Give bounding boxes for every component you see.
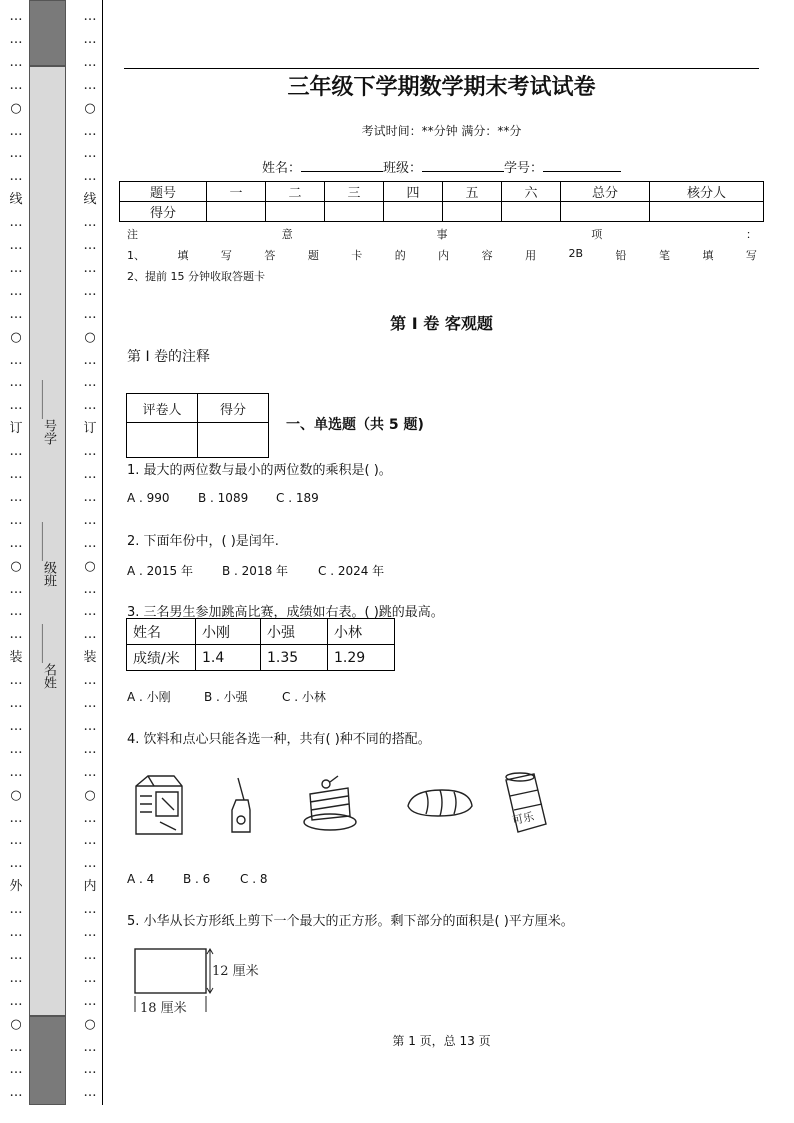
binding-band-bottom <box>29 1016 66 1105</box>
binding-mark: … <box>83 1085 97 1101</box>
question-4: 4. 饮料和点心只能各选一种，共有( )种不同的搭配。 <box>127 732 431 747</box>
binding-mark: … <box>83 604 97 620</box>
binding-mark: … <box>83 123 97 139</box>
jump-cell: 小林 <box>328 619 395 645</box>
q3-option-c[interactable]: C . 小林 <box>282 690 326 704</box>
notes-char: 事 <box>436 228 448 241</box>
notes-char: 填 <box>702 249 714 262</box>
binding-mark: 装 <box>9 650 23 666</box>
binding-mark: … <box>83 673 97 689</box>
notes-char: 内 <box>438 249 450 262</box>
notes-char: 1、 <box>127 249 145 262</box>
binding-mark: … <box>9 375 23 391</box>
binding-mark: ○ <box>84 1016 96 1032</box>
q2-option-b[interactable]: B . 2018 年 <box>222 564 289 578</box>
binding-mark: … <box>9 146 23 162</box>
notes-char: 用 <box>525 249 537 262</box>
binding-mark: … <box>83 535 97 551</box>
binding-mark: ○ <box>10 558 22 574</box>
binding-mark: … <box>9 1085 23 1101</box>
binding-mark: … <box>9 993 23 1009</box>
score-input-cell[interactable] <box>207 202 266 222</box>
notes-line-2 <box>127 247 757 263</box>
binding-mark: … <box>9 238 23 253</box>
question-1: 1. 最大的两位数与最小的两位数的乘积是( )。 <box>127 463 392 478</box>
width-label: 18 厘米 <box>140 1001 187 1016</box>
binding-mark: 内 <box>83 879 97 895</box>
food-illustrations <box>126 766 566 842</box>
score-cell: 六 <box>502 182 561 202</box>
binding-mark: … <box>9 260 23 276</box>
notes-char: 题 <box>307 249 319 262</box>
binding-mark: … <box>83 718 97 734</box>
binding-mark: … <box>9 741 23 757</box>
binding-mark: ○ <box>84 100 96 116</box>
binding-mark: … <box>9 810 23 826</box>
binding-mark: … <box>83 77 97 93</box>
score-cell: 四 <box>384 182 443 202</box>
score-input-cell[interactable] <box>325 202 384 222</box>
notes-char: 意 <box>281 228 293 241</box>
yogurt-bottle-icon <box>232 778 250 832</box>
binding-mark: … <box>9 718 23 734</box>
score-cell: 核分人 <box>650 182 764 202</box>
notes-char: 项 <box>591 228 603 241</box>
notes-char: 卡 <box>351 249 363 262</box>
binding-mark: … <box>9 581 23 597</box>
high-jump-table <box>126 618 395 671</box>
grader-cell[interactable] <box>198 423 269 458</box>
cola-label: 可乐 <box>511 810 536 828</box>
notes-line-1 <box>127 226 757 242</box>
name-label: 姓名： <box>261 161 301 176</box>
notes-char: 铅 <box>615 249 627 262</box>
binding-mark: … <box>9 444 23 460</box>
score-cell: 三 <box>325 182 384 202</box>
notes-char: 笔 <box>658 249 670 262</box>
binding-mark: … <box>83 925 97 940</box>
jump-cell: 姓名 <box>127 619 196 645</box>
binding-mark: … <box>9 489 23 505</box>
binding-mark: … <box>83 902 97 918</box>
binding-mark: … <box>9 535 23 551</box>
q4-option-b[interactable]: B . 6 <box>183 872 211 886</box>
binding-mark: ○ <box>84 558 96 574</box>
grader-header: 评卷人 <box>127 394 198 423</box>
binding-mark: … <box>83 764 97 780</box>
q3-option-b[interactable]: B . 小强 <box>204 690 248 704</box>
binding-mark: … <box>83 810 97 826</box>
binding-mark: … <box>9 604 23 620</box>
question-3: 3. 三名男生参加跳高比赛，成绩如右表。( )跳的最高。 <box>127 605 444 620</box>
binding-mark: … <box>9 696 23 711</box>
binding-mark: 外 <box>9 879 23 895</box>
name-blank[interactable] <box>301 159 383 172</box>
binding-mark: … <box>83 169 97 185</box>
cake-icon <box>304 776 356 830</box>
binding-mark: … <box>83 696 97 711</box>
binding-mark: … <box>9 947 23 963</box>
jump-cell: 1.4 <box>196 645 261 671</box>
binding-mark: … <box>83 398 97 414</box>
binding-mark: … <box>9 398 23 414</box>
notes-char: 答 <box>264 249 276 262</box>
binding-mark: … <box>83 489 97 505</box>
binding-mark: ○ <box>84 787 96 803</box>
score-cell: 二 <box>266 182 325 202</box>
q1-option-b[interactable]: B . 1089 <box>198 491 249 505</box>
student-info-line <box>124 157 759 176</box>
q1-option-c[interactable]: C . 189 <box>276 491 319 505</box>
id-blank[interactable] <box>543 159 621 172</box>
binding-mark: 装 <box>83 650 97 666</box>
q2-option-c[interactable]: C . 2024 年 <box>318 564 385 578</box>
bread-icon <box>408 790 472 816</box>
student-name-field: ______名姓 <box>41 624 56 689</box>
score-input-cell[interactable] <box>384 202 443 222</box>
jump-cell: 小刚 <box>196 619 261 645</box>
binding-mark: ○ <box>10 329 22 345</box>
binding-mark: … <box>9 1039 23 1055</box>
score-input-cell[interactable] <box>443 202 502 222</box>
binding-mark: … <box>9 902 23 918</box>
binding-mark: … <box>9 215 23 231</box>
jump-cell: 小强 <box>261 619 328 645</box>
binding-mark: … <box>83 833 97 849</box>
jump-cell: 成绩/米 <box>127 645 196 671</box>
part-title: 第 Ⅰ 卷 客观题 <box>390 314 493 333</box>
binding-mark: … <box>9 306 23 322</box>
notes-char: 写 <box>220 249 232 262</box>
binding-mark: … <box>9 856 23 872</box>
page-footer: 第 1 页，总 13 页 <box>392 1034 491 1048</box>
binding-mark: … <box>9 54 23 70</box>
binding-mark: … <box>83 54 97 70</box>
binding-mark: … <box>83 512 97 528</box>
binding-mark: … <box>83 993 97 1009</box>
grader-table <box>126 393 269 458</box>
binding-mark: … <box>9 673 23 689</box>
binding-mark: … <box>9 123 23 139</box>
student-id-field: ______号学 <box>41 380 56 445</box>
binding-mark: … <box>83 260 97 276</box>
binding-mark: … <box>83 444 97 460</box>
binding-mark: 订 <box>9 421 23 437</box>
binding-mark: … <box>83 9 97 24</box>
score-input-cell[interactable] <box>561 202 650 222</box>
score-input-cell[interactable] <box>266 202 325 222</box>
q3-option-a[interactable]: A . 小刚 <box>127 690 171 704</box>
score-cell: 五 <box>443 182 502 202</box>
binding-mark: … <box>83 856 97 872</box>
binding-mark: 线 <box>83 192 97 208</box>
part-note: 第 Ⅰ 卷的注释 <box>127 349 211 365</box>
score-table-score-row <box>120 202 764 222</box>
binding-mark: … <box>83 1062 97 1078</box>
binding-mark: … <box>9 352 23 368</box>
section-heading: 一、单选题（共 5 题) <box>286 417 424 433</box>
q4-option-a[interactable]: A . 4 <box>127 872 155 886</box>
binding-mark: … <box>9 283 23 299</box>
class-field: ______级班 <box>41 522 56 587</box>
binding-mark: … <box>9 764 23 780</box>
q2-option-a[interactable]: A . 2015 年 <box>127 564 194 578</box>
binding-mark: … <box>9 9 23 24</box>
jump-cell: 1.35 <box>261 645 328 671</box>
binding-mark: … <box>9 169 23 185</box>
binding-mark: … <box>83 970 97 986</box>
q1-option-a[interactable]: A . 990 <box>127 491 170 505</box>
binding-mark: ○ <box>10 1016 22 1032</box>
score-table <box>119 181 764 222</box>
milk-carton-icon <box>136 776 182 834</box>
notes-line-3: 2、提前 15 分钟收取答题卡 <box>127 270 265 283</box>
binding-mark: 线 <box>9 192 23 208</box>
binding-mark: … <box>9 467 23 482</box>
binding-mark: … <box>9 970 23 986</box>
class-label: 班级： <box>382 161 422 176</box>
binding-mark: … <box>9 833 23 849</box>
page-title: 三年级下学期数学期末考试试卷 <box>287 74 596 100</box>
score-cell: 总分 <box>561 182 650 202</box>
jump-cell: 1.29 <box>328 645 395 671</box>
score-input-cell[interactable] <box>502 202 561 222</box>
binding-band-top <box>29 0 66 66</box>
exam-info: 考试时间：**分钟 满分：**分 <box>361 124 522 138</box>
binding-mark: … <box>83 375 97 391</box>
binding-mark: … <box>9 925 23 940</box>
score-cell: 题号 <box>120 182 207 202</box>
notes-char: 注 <box>127 228 138 241</box>
binding-mark: ○ <box>10 787 22 803</box>
binding-mark: … <box>83 146 97 162</box>
binding-mark: … <box>9 31 23 47</box>
binding-mark: 订 <box>83 421 97 437</box>
height-label: 12 厘米 <box>212 964 259 979</box>
binding-mark: … <box>83 627 97 643</box>
grader-header: 得分 <box>198 394 269 423</box>
score-cell: 得分 <box>120 202 207 222</box>
binding-mark: … <box>83 741 97 757</box>
binding-mark: … <box>83 467 97 482</box>
id-label: 学号： <box>504 161 544 176</box>
binding-mark: ○ <box>10 100 22 116</box>
binding-mark: … <box>83 306 97 322</box>
binding-mark: … <box>9 1062 23 1078</box>
binding-mark: … <box>83 581 97 597</box>
score-cell: 一 <box>207 182 266 202</box>
notes-char: ： <box>746 228 757 241</box>
notes-char: 填 <box>177 249 189 262</box>
binding-mark: … <box>83 31 97 47</box>
rectangle-figure <box>130 944 270 1018</box>
binding-mark: … <box>83 947 97 963</box>
binding-mark: … <box>83 352 97 368</box>
notes-char: 容 <box>481 249 493 262</box>
notes-char: 写 <box>745 249 757 262</box>
question-2: 2. 下面年份中，( )是闰年. <box>127 534 279 549</box>
binding-mark: … <box>9 77 23 93</box>
binding-mark: … <box>83 1039 97 1055</box>
score-input-cell[interactable] <box>650 202 764 222</box>
binding-mark: … <box>83 283 97 299</box>
header-rule <box>124 68 759 69</box>
inner-binding-column <box>79 0 101 1105</box>
outer-binding-column <box>5 0 27 1105</box>
binding-mark: … <box>83 238 97 253</box>
binding-mark: ○ <box>84 329 96 345</box>
cola-can-icon <box>506 773 546 832</box>
question-5: 5. 小华从长方形纸上剪下一个最大的正方形。剩下部分的面积是( )平方厘米。 <box>127 914 574 929</box>
binding-mark: … <box>83 215 97 231</box>
binding-mark: … <box>9 512 23 528</box>
q4-option-c[interactable]: C . 8 <box>240 872 268 886</box>
binding-mark: … <box>9 627 23 643</box>
grader-cell[interactable] <box>127 423 198 458</box>
notes-char: 2B <box>568 247 584 260</box>
notes-char: 的 <box>394 249 406 262</box>
class-blank[interactable] <box>422 159 504 172</box>
binding-line <box>102 0 103 1105</box>
score-table-header-row <box>120 182 764 202</box>
